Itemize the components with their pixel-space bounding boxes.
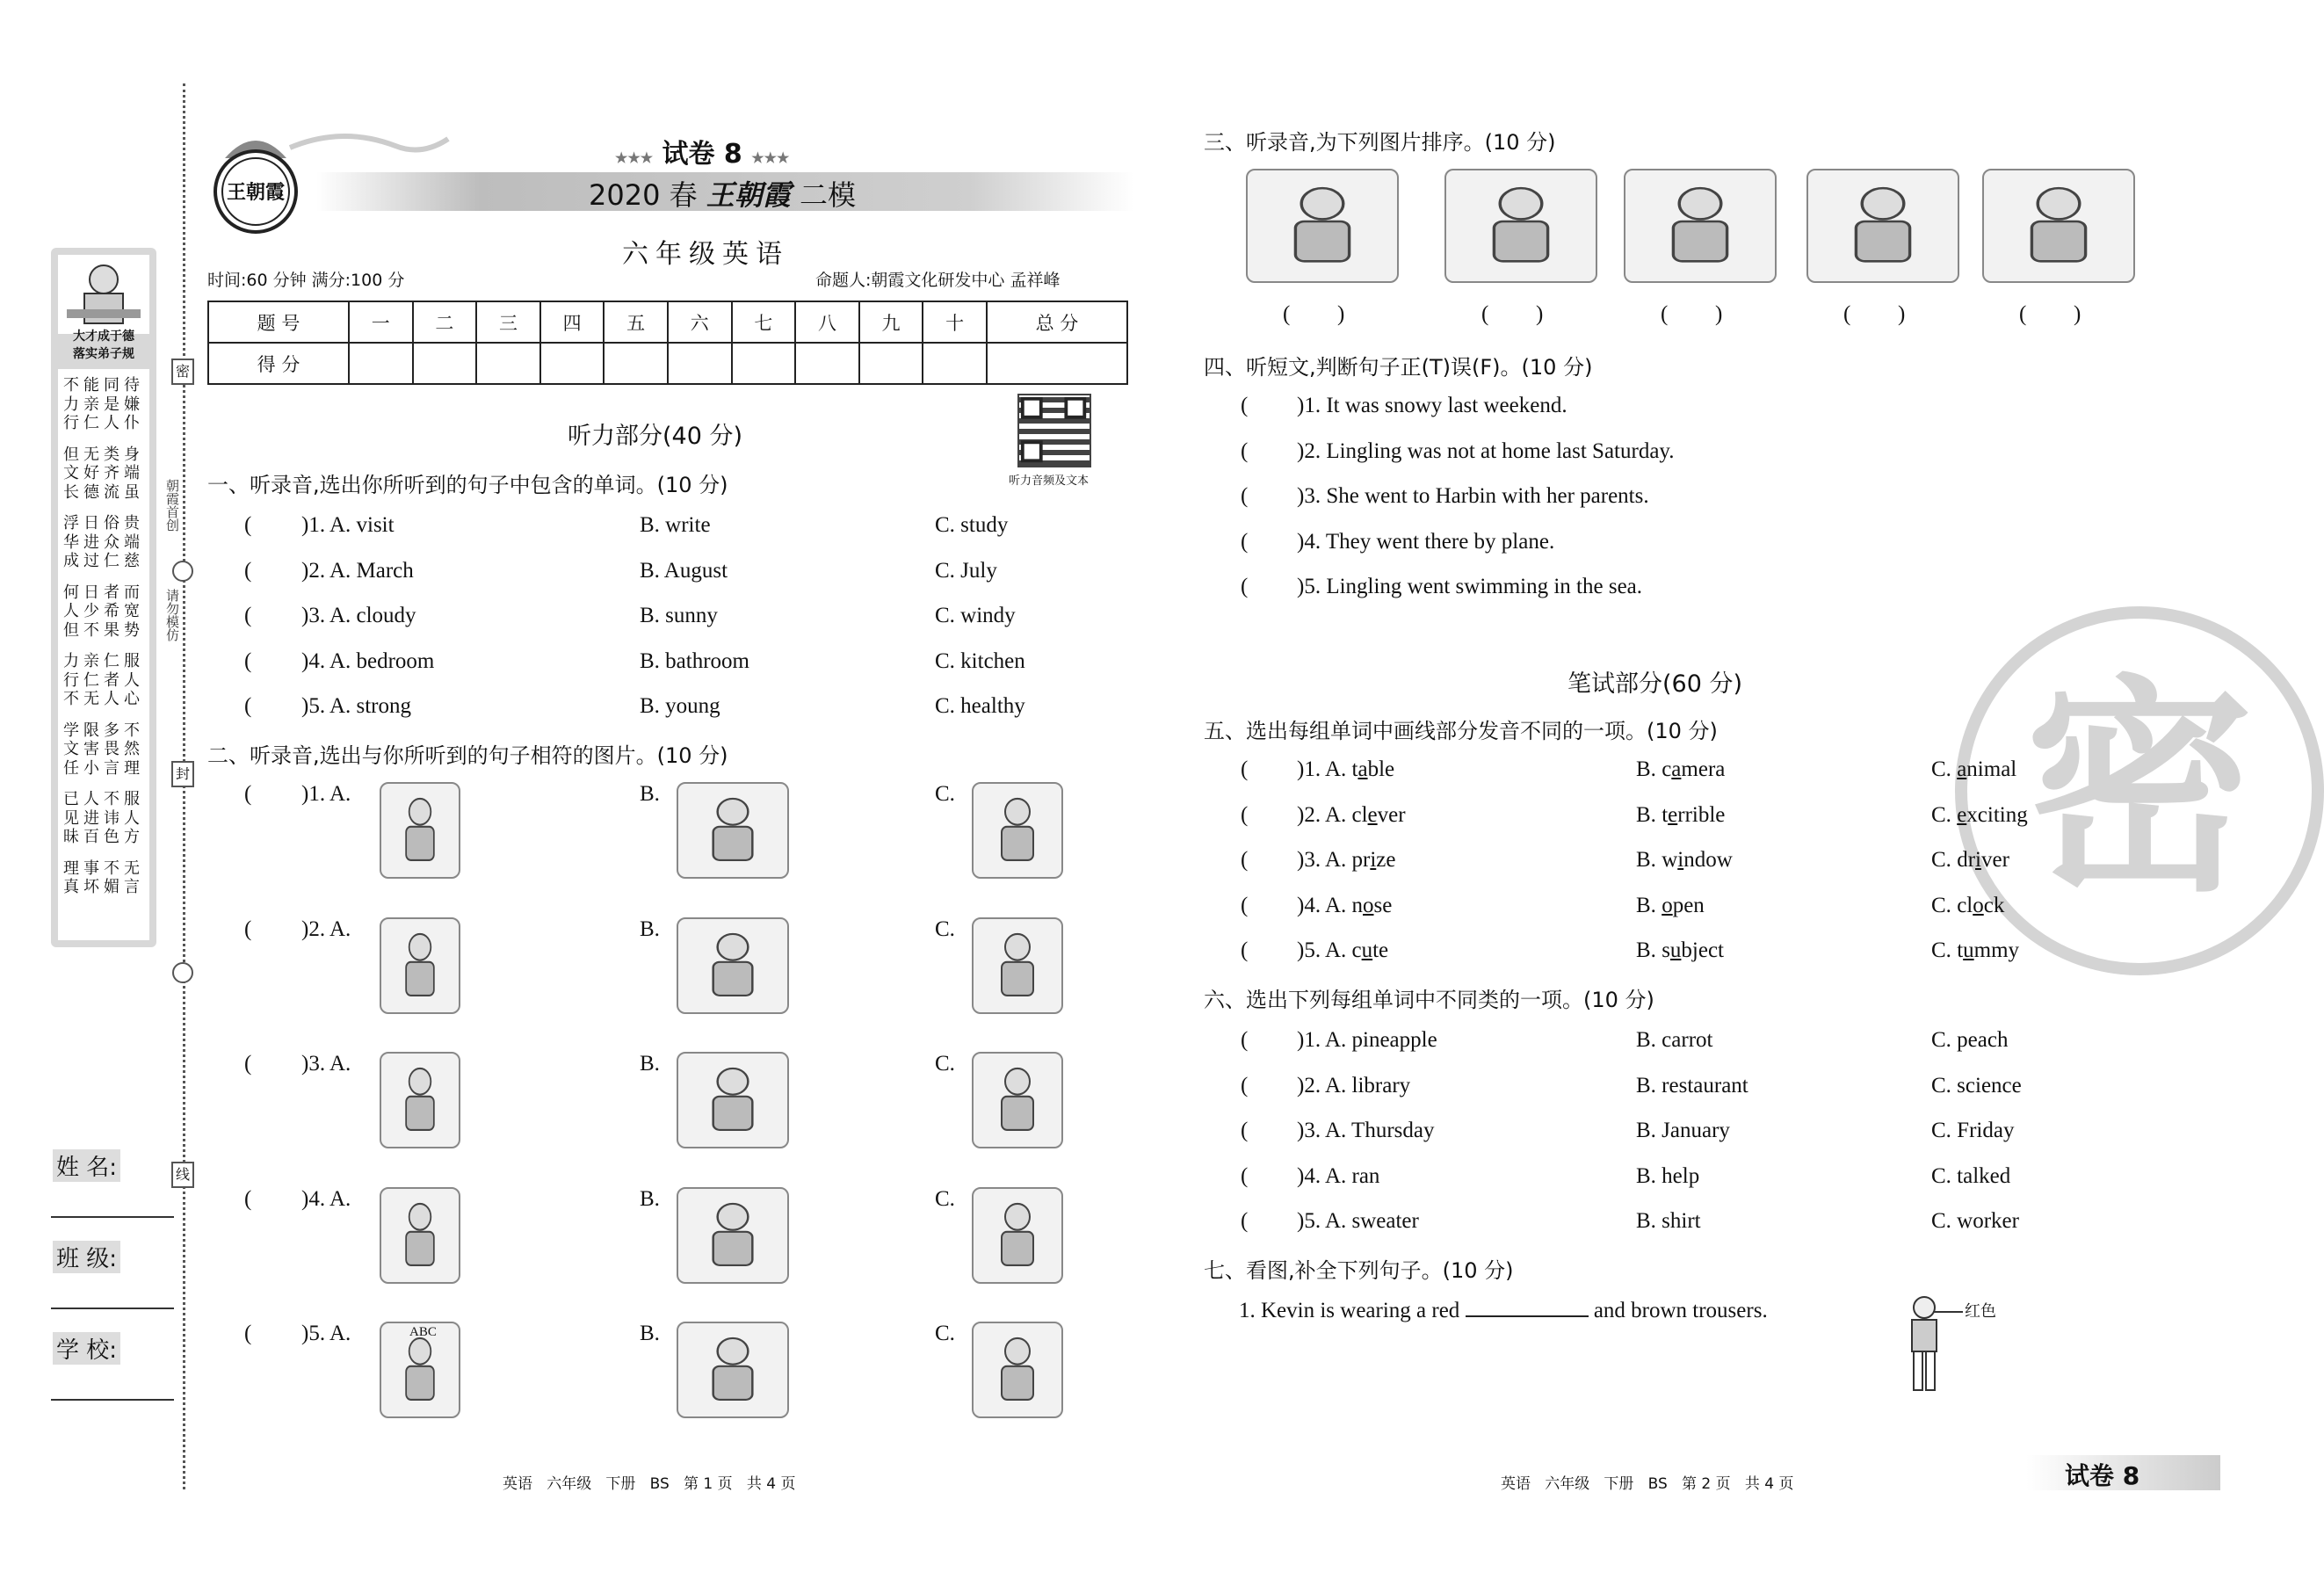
- paper-number-row: ★★★ 试卷 8 ★★★: [615, 139, 790, 170]
- score-input-cell[interactable]: [476, 343, 540, 384]
- class-label: 班 级:: [53, 1241, 120, 1273]
- word-part: ndow: [1683, 848, 1733, 872]
- s5-num: )1. A.: [1297, 757, 1347, 781]
- score-input-cell[interactable]: [987, 343, 1127, 384]
- score-input-cell[interactable]: [413, 343, 477, 384]
- score-header-cell: 题 号: [208, 301, 349, 343]
- s6-option-a: )2. A. library: [1297, 1073, 1411, 1098]
- s1-option-b: B. young: [640, 694, 720, 718]
- word-part: mmy: [1973, 938, 2020, 962]
- score-header-cell: 六: [668, 301, 732, 343]
- s6-option-c: C. Friday: [1931, 1119, 2015, 1142]
- s5-answer-4-open[interactable]: (: [1241, 893, 1249, 917]
- s2-option-a-label: )5. A.: [301, 1322, 351, 1345]
- abc-text: ABC: [409, 1325, 437, 1339]
- s5-num: )4. A.: [1297, 893, 1347, 917]
- word-part: dr: [1957, 848, 1976, 872]
- section2-title: 二、听录音,选出与你所听到的句子相符的图片。(10 分): [207, 743, 728, 768]
- word-part: pr: [1351, 848, 1371, 872]
- s2-option-a-label: )2. A.: [301, 916, 351, 941]
- underlined-letter: o: [1662, 893, 1673, 917]
- section1-title: 一、听录音,选出你所听到的句子中包含的单词。(10 分): [207, 473, 728, 497]
- word-part: mera: [1681, 757, 1726, 781]
- s2-option-b-label: B.: [640, 782, 660, 806]
- s4-answer-2-open[interactable]: (: [1241, 438, 1249, 463]
- poem-line: 任小言理: [63, 758, 144, 778]
- score-input-cell[interactable]: [604, 343, 668, 384]
- poem-line: 真坏媚言: [63, 878, 144, 896]
- poem-line: 力亲是嫌: [63, 395, 144, 414]
- s3-order-3-open[interactable]: (: [1661, 302, 1669, 326]
- word-part: ck: [1983, 893, 2005, 917]
- score-header-cell: 总 分: [987, 301, 1127, 343]
- s1-option-a: )4. A. bedroom: [301, 648, 435, 673]
- s2-option-c-label: C.: [935, 782, 955, 806]
- answer-blank[interactable]: [1466, 1300, 1589, 1317]
- watermark-seal: 密: [1955, 606, 2324, 975]
- s2-option-a-label: )4. A.: [301, 1186, 351, 1211]
- s1-option-b: B. August: [640, 558, 728, 583]
- s2-picture-a: [380, 1052, 460, 1148]
- s6-option-b: B. shirt: [1636, 1209, 1701, 1233]
- footer-badge: 试卷 8: [2065, 1461, 2140, 1490]
- underlined-letter: o: [1973, 893, 1984, 917]
- brand-logo: 王朝霞: [207, 123, 304, 237]
- option-prefix: C.: [1931, 757, 1951, 781]
- s1-answer-2-open[interactable]: (: [244, 558, 252, 583]
- s3-order-1-close: ): [1337, 302, 1345, 326]
- s4-statement: )5. Lingling went swimming in the sea.: [1297, 575, 1643, 598]
- poem-line: 理事不无: [63, 858, 144, 878]
- underlined-letter: u: [1963, 938, 1974, 962]
- s2-picture-c: [972, 917, 1063, 1014]
- s5-num: )3. A.: [1297, 848, 1347, 872]
- poem-line: 浮日俗贵: [63, 514, 144, 532]
- underlined-letter: i: [1370, 848, 1377, 872]
- s4-answer-3-open[interactable]: (: [1241, 484, 1249, 508]
- s2-answer-1-open[interactable]: (: [244, 782, 252, 806]
- poem-line: 行仁者人: [63, 670, 144, 690]
- option-prefix: C.: [1931, 802, 1951, 827]
- s6-answer-1-open[interactable]: (: [1241, 1028, 1249, 1052]
- s2-picture-b: [677, 782, 789, 879]
- poem-line: 学限多不: [63, 721, 144, 740]
- s4-statement: )1. It was snowy last weekend.: [1297, 394, 1567, 417]
- poem-line: 但无类身: [63, 445, 144, 464]
- option-prefix: C.: [1931, 848, 1951, 872]
- s5-num: )2. A.: [1297, 802, 1347, 827]
- s1-option-a: )2. A. March: [301, 558, 414, 583]
- class-field[interactable]: [51, 1308, 174, 1309]
- word-part: s: [1662, 938, 1670, 962]
- s5-option-b: [1636, 848, 1733, 873]
- s1-option-a: )1. A. visit: [301, 513, 395, 537]
- s2-answer-5-open[interactable]: (: [244, 1322, 252, 1345]
- underlined-letter: i: [1975, 848, 1981, 872]
- binding-ring-2: [172, 962, 193, 983]
- poem-line: 成过仁慈: [63, 552, 144, 570]
- s2-picture-b: [677, 1322, 789, 1418]
- s1-option-b: B. bathroom: [640, 648, 749, 673]
- s6-answer-4-open[interactable]: (: [1241, 1163, 1249, 1188]
- binding-ring-1: [172, 561, 193, 582]
- name-label: 姓 名:: [53, 1149, 120, 1182]
- score-header-cell: 二: [413, 301, 477, 343]
- s5-option-a: [1297, 803, 1406, 828]
- header-ribbon: [290, 130, 448, 162]
- s6-option-b: B. help: [1636, 1163, 1700, 1188]
- underlined-letter: a: [1957, 757, 1967, 781]
- s6-answer-2-open[interactable]: (: [1241, 1073, 1249, 1098]
- listening-heading: 听力部分(40 分): [568, 423, 743, 450]
- option-prefix: B.: [1636, 938, 1656, 962]
- s1-option-c: C. July: [935, 558, 997, 583]
- word-part: c: [1662, 757, 1672, 781]
- s5-option-b: [1636, 757, 1725, 782]
- school-label: 学 校:: [53, 1332, 120, 1365]
- s3-order-1-open[interactable]: (: [1283, 302, 1291, 326]
- s3-order-5-open[interactable]: (: [2019, 302, 2027, 326]
- underlined-letter: a: [1671, 757, 1682, 781]
- exam-title: 2020 春 王朝霞 二模: [589, 178, 856, 212]
- s5-option-b: [1636, 894, 1705, 918]
- s6-option-b: B. January: [1636, 1119, 1730, 1142]
- poem-line: 但不果势: [63, 620, 144, 640]
- s4-answer-4-open[interactable]: (: [1241, 529, 1249, 554]
- s3-order-4-open[interactable]: (: [1843, 302, 1851, 326]
- s4-statement: )2. Lingling was not at home last Saturday.: [1297, 438, 1675, 463]
- section6-title: 六、选出下列每组单词中不同类的一项。(10 分): [1204, 988, 1654, 1012]
- s3-order-2-close: ): [1536, 302, 1544, 326]
- option-prefix: B.: [1636, 802, 1656, 827]
- subject-title: 六年级英语: [622, 239, 789, 270]
- option-prefix: C.: [1931, 938, 1951, 962]
- section4-title: 四、听短文,判断句子正(T)误(F)。(10 分): [1204, 355, 1593, 380]
- seal-mark-3: 线: [171, 1162, 194, 1188]
- section7-question-1: 1. Kevin is wearing a red and brown trousers.: [1239, 1299, 1768, 1322]
- underlined-letter: i: [1677, 848, 1684, 872]
- time-info: 时间:60 分钟 满分:100 分: [207, 271, 405, 290]
- s6-answer-3-open[interactable]: (: [1241, 1119, 1249, 1142]
- poem-line: 不无人心: [63, 690, 144, 708]
- s2-picture-c: [972, 1187, 1063, 1284]
- word-part: ver: [1980, 848, 2009, 872]
- s1-option-b: B. write: [640, 513, 711, 537]
- s4-answer-1-open[interactable]: (: [1241, 394, 1249, 417]
- s5-option-c: [1931, 757, 2016, 782]
- s6-option-b: B. carrot: [1636, 1028, 1713, 1052]
- underlined-letter: e: [1957, 802, 1967, 827]
- s2-picture-a: [380, 782, 460, 879]
- s2-picture-b: [677, 1052, 789, 1148]
- s2-picture-c: [972, 1052, 1063, 1148]
- score-input-cell[interactable]: [349, 343, 413, 384]
- score-input-cell[interactable]: [668, 343, 732, 384]
- sidebar-motto-2: 落实弟子规: [73, 347, 134, 361]
- word-part: ble: [1367, 757, 1395, 781]
- word-part: te: [1372, 938, 1389, 962]
- color-label: 红色: [1965, 1302, 1996, 1321]
- s4-answer-5-open[interactable]: (: [1241, 575, 1249, 598]
- s3-order-2-open[interactable]: (: [1481, 302, 1489, 326]
- footer-page1: 英语 六年级 下册 BS 第 1 页 共 4 页: [503, 1475, 796, 1493]
- s5-option-a: [1297, 848, 1395, 873]
- s2-picture-c: [972, 782, 1063, 879]
- sidebar-motto-1: 大才成于德: [73, 330, 134, 344]
- score-input-cell[interactable]: [859, 343, 923, 384]
- s3-picture-5: [1982, 169, 2135, 283]
- section3-title: 三、听录音,为下列图片排序。(10 分): [1204, 130, 1556, 155]
- underlined-letter: u: [1361, 938, 1373, 962]
- s5-answer-5-open[interactable]: (: [1241, 938, 1249, 962]
- poem-line: 不能同待: [63, 376, 144, 395]
- s2-option-b-label: B.: [640, 1186, 660, 1211]
- s3-picture-1: [1246, 169, 1399, 283]
- word-part: t: [1662, 802, 1669, 827]
- word-part: se: [1373, 893, 1393, 917]
- s5-option-a: [1297, 894, 1392, 918]
- s1-option-b: B. sunny: [640, 604, 718, 627]
- s5-answer-1-open[interactable]: (: [1241, 757, 1249, 781]
- s2-option-a-label: )3. A.: [301, 1052, 351, 1076]
- score-header-cell: 五: [604, 301, 668, 343]
- s5-option-a: [1297, 757, 1394, 782]
- author-info: 命题人:朝霞文化研发中心 孟祥峰: [815, 271, 1061, 290]
- s5-num: )5. A.: [1297, 938, 1347, 962]
- s2-picture-a: [380, 917, 460, 1014]
- written-heading: 笔试部分(60 分): [1567, 670, 1743, 698]
- s2-answer-3-open[interactable]: (: [244, 1052, 252, 1076]
- option-prefix: C.: [1931, 893, 1951, 917]
- score-input-cell[interactable]: [795, 343, 859, 384]
- s2-option-a-label: )1. A.: [301, 782, 351, 806]
- s1-answer-5-open[interactable]: (: [244, 694, 252, 718]
- poem-line: 何日者而: [63, 583, 144, 602]
- seal-mark-1: 密: [171, 359, 194, 385]
- word-part: pen: [1672, 893, 1705, 917]
- s2-picture-b: [677, 1187, 789, 1284]
- section5-title: 五、选出每组单词中画线部分发音不同的一项。(10 分): [1204, 719, 1718, 743]
- vertical-note-2: 请勿模仿: [164, 589, 180, 641]
- s1-answer-3-open[interactable]: (: [244, 604, 252, 627]
- s6-option-c: C. peach: [1931, 1028, 2009, 1052]
- s6-option-a: )4. A. ran: [1297, 1163, 1380, 1188]
- underlined-letter: e: [1668, 802, 1678, 827]
- s5-option-c: [1931, 894, 2004, 918]
- option-prefix: B.: [1636, 757, 1656, 781]
- poem-line: 文好齐端: [63, 464, 144, 482]
- s5-option-b: [1636, 938, 1724, 963]
- school-field[interactable]: [51, 1399, 174, 1401]
- vertical-note-1: 朝霞首创: [164, 479, 180, 532]
- s3-picture-3: [1624, 169, 1777, 283]
- word-part: t: [1957, 938, 1964, 962]
- word-part: t: [1351, 757, 1358, 781]
- s5-answer-2-open[interactable]: (: [1241, 802, 1249, 827]
- poem-line: 已人不服: [63, 790, 144, 808]
- seal-mark-2: 封: [171, 761, 194, 787]
- poem-line: 见进讳人: [63, 808, 144, 828]
- word-part: cl: [1957, 893, 1973, 917]
- s6-option-b: B. restaurant: [1636, 1073, 1748, 1098]
- pointer-line: [1933, 1311, 1963, 1313]
- s6-option-a: )3. A. Thursday: [1297, 1119, 1435, 1142]
- underlined-letter: o: [1363, 893, 1374, 917]
- s3-picture-2: [1444, 169, 1597, 283]
- s5-option-c: [1931, 848, 2009, 873]
- s6-option-a: )1. A. pineapple: [1297, 1028, 1437, 1052]
- word-part: nimal: [1966, 757, 2017, 781]
- poem-line: 长德流虽: [63, 482, 144, 502]
- option-prefix: B.: [1636, 893, 1656, 917]
- score-header-cell: 一: [349, 301, 413, 343]
- score-label-cell: 得 分: [208, 343, 349, 384]
- s5-option-a: [1297, 938, 1388, 963]
- s1-option-c: C. study: [935, 513, 1009, 537]
- section7-title: 七、看图,补全下列句子。(10 分): [1204, 1258, 1514, 1283]
- s6-option-c: C. talked: [1931, 1163, 2011, 1188]
- s6-option-c: C. science: [1931, 1073, 2022, 1098]
- s2-answer-2-open[interactable]: (: [244, 916, 252, 941]
- s1-option-a: )5. A. strong: [301, 694, 411, 718]
- score-header-cell: 四: [540, 301, 605, 343]
- poem-line: 力亲仁服: [63, 652, 144, 670]
- word-part: cl: [1351, 802, 1368, 827]
- s2-option-b-label: B.: [640, 1322, 660, 1345]
- score-input-cell[interactable]: [540, 343, 605, 384]
- score-header-cell: 十: [923, 301, 987, 343]
- word-part: rrible: [1677, 802, 1726, 827]
- score-header-cell: 九: [859, 301, 923, 343]
- s2-option-c-label: C.: [935, 916, 955, 941]
- s2-option-b-label: B.: [640, 916, 660, 941]
- s4-statement: )3. She went to Harbin with her parents.: [1297, 484, 1649, 508]
- kevin-figure: [1898, 1293, 1951, 1399]
- s2-option-c-label: C.: [935, 1186, 955, 1211]
- s2-option-c-label: C.: [935, 1052, 955, 1076]
- s3-order-3-close: ): [1715, 302, 1723, 326]
- s3-picture-4: [1806, 169, 1959, 283]
- s3-order-5-close: ): [2074, 302, 2081, 326]
- word-part: w: [1662, 848, 1678, 872]
- s1-option-a: )3. A. cloudy: [301, 604, 416, 627]
- word-part: bject: [1681, 938, 1725, 962]
- s6-option-a: )5. A. sweater: [1297, 1209, 1419, 1233]
- score-table: [207, 301, 1128, 385]
- underlined-letter: a: [1357, 757, 1368, 781]
- s1-answer-1-open[interactable]: (: [244, 513, 252, 537]
- qr-code[interactable]: [1017, 394, 1091, 467]
- word-part: c: [1351, 938, 1362, 962]
- word-part: ze: [1376, 848, 1396, 872]
- footer-page2: 英语 六年级 下册 BS 第 2 页 共 4 页: [1501, 1475, 1794, 1493]
- score-header-cell: 三: [476, 301, 540, 343]
- s5-answer-3-open[interactable]: (: [1241, 848, 1249, 872]
- s6-option-c: C. worker: [1931, 1209, 2019, 1233]
- word-part: xciting: [1966, 802, 2028, 827]
- poem-line: 人少希宽: [63, 602, 144, 620]
- s4-statement: )4. They went there by plane.: [1297, 529, 1555, 554]
- s5-option-c: [1931, 938, 2019, 963]
- s2-option-c-label: C.: [935, 1322, 955, 1345]
- s5-option-b: [1636, 803, 1725, 828]
- s6-answer-5-open[interactable]: (: [1241, 1209, 1249, 1233]
- poem-line: 昧百色方: [63, 828, 144, 846]
- qr-caption: 听力音频及文本: [1009, 474, 1090, 488]
- poem-line: 文害畏然: [63, 740, 144, 758]
- name-field[interactable]: [51, 1216, 174, 1218]
- s1-option-c: C. healthy: [935, 694, 1025, 718]
- s2-option-b-label: B.: [640, 1052, 660, 1076]
- poem-line: 华进众端: [63, 532, 144, 552]
- s2-picture-b: [677, 917, 789, 1014]
- s1-answer-4-open[interactable]: (: [244, 648, 252, 673]
- word-part: ver: [1377, 802, 1406, 827]
- underlined-letter: e: [1367, 802, 1378, 827]
- option-prefix: B.: [1636, 848, 1656, 872]
- s2-answer-4-open[interactable]: (: [244, 1186, 252, 1211]
- s2-picture-a: [380, 1187, 460, 1284]
- sidebar-poem: [58, 376, 149, 897]
- s1-option-c: C. kitchen: [935, 648, 1025, 673]
- score-header-cell: 七: [732, 301, 796, 343]
- s1-option-c: C. windy: [935, 604, 1016, 627]
- underlined-letter: u: [1669, 938, 1682, 962]
- s2-picture-c: [972, 1322, 1063, 1418]
- s5-option-c: [1931, 803, 2028, 828]
- score-header-cell: 八: [795, 301, 859, 343]
- score-input-cell[interactable]: [732, 343, 796, 384]
- s3-order-4-close: ): [1898, 302, 1906, 326]
- poem-line: 行仁人仆: [63, 414, 144, 432]
- word-part: n: [1351, 893, 1363, 917]
- sidebar-portrait: [58, 255, 149, 334]
- score-input-cell[interactable]: [923, 343, 987, 384]
